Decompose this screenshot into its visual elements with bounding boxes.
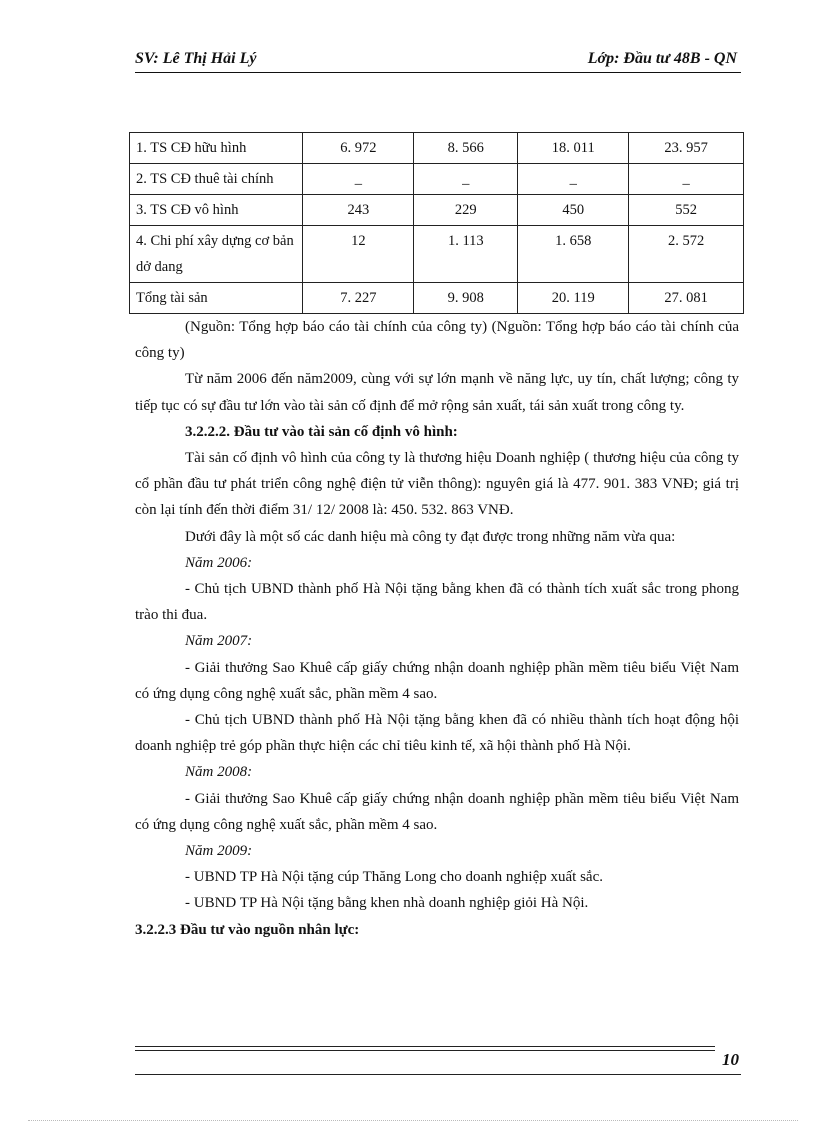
award-item: - UBND TP Hà Nội tặng bằng khen nhà doanh nghiệp giỏi Hà Nội. [185, 895, 589, 912]
table-cell: 12 [303, 226, 414, 283]
table-cell: 229 [414, 195, 518, 226]
footer-rule [135, 1046, 715, 1047]
table-row [130, 133, 744, 164]
row-label: 3. TS CĐ vô hình [130, 195, 303, 226]
row-label: 1. TS CĐ hữu hình [130, 133, 303, 164]
footer-rule [135, 1050, 715, 1051]
award-item: - Giải thưởng Sao Khuê cấp giấy chứng nhận doanh nghiệp phần mềm tiêu biểu Việt Nam có ứng dụng công nghệ xuất sắc, phần mềm 4 sao. [135, 659, 739, 702]
table-cell: 9. 908 [414, 283, 518, 314]
table-cell: 27. 081 [629, 283, 744, 314]
table-cell: _ [629, 164, 744, 195]
year-label: Năm 2009: [185, 843, 253, 860]
table-cell: 7. 227 [303, 283, 414, 314]
section-heading: 3.2.2.3 Đầu tư vào nguồn nhân lực: [135, 921, 360, 938]
award-item: - Chủ tịch UBND thành phố Hà Nội tặng bằng khen đã có nhiều thành tích hoạt động hội doanh nghiệp trẻ góp phần thực hiện các chỉ tiêu kinh tế, xã hội thành phố Hà Nội. [135, 712, 739, 755]
table-cell: _ [414, 164, 518, 195]
class-name: Lớp: Đầu tư 48B - QN [587, 50, 737, 67]
table-cell: 2. 572 [629, 226, 744, 283]
table-cell: _ [303, 164, 414, 195]
award-item: - Chủ tịch UBND thành phố Hà Nội tặng bằng khen đã có thành tích xuất sắc trong phong trào thi đua. [135, 581, 739, 624]
table-cell: 243 [303, 195, 414, 226]
header-rule [135, 72, 741, 73]
year-label: Năm 2006: [185, 554, 253, 571]
table-cell: 18. 011 [518, 133, 629, 164]
table-row [130, 164, 744, 195]
page-footer [135, 1046, 741, 1076]
table-row [130, 283, 744, 314]
award-item: - UBND TP Hà Nội tặng cúp Thăng Long cho doanh nghiệp xuất sắc. [185, 869, 603, 886]
table-cell: 1. 658 [518, 226, 629, 283]
awards-intro: Dưới đây là một số các danh hiệu mà công ty đạt được trong những năm vừa qua: [185, 528, 676, 545]
row-label: 4. Chi phí xây dựng cơ bản dở dang [130, 226, 303, 283]
page-edge-divider [28, 1120, 798, 1121]
table-cell: 8. 566 [414, 133, 518, 164]
year-label: Năm 2008: [185, 764, 253, 781]
row-label: Tổng tài sản [130, 283, 303, 314]
table-row [130, 226, 744, 283]
student-name: SV: Lê Thị Hải Lý [135, 50, 257, 67]
row-label: 2. TS CĐ thuê tài chính [130, 164, 303, 195]
brand-paragraph: Tài sản cố định vô hình của công ty là thương hiệu Doanh nghiệp ( thương hiệu của công ty cổ phần đầu tư phát triển công nghệ điện tử viễn thông): nguyên giá là 477. 901. 383 VNĐ; giá trị còn lại tính đến thời điểm 31/ 12/ 2008 là: 450. 532. 863 VNĐ. [135, 450, 739, 519]
award-item: - Giải thưởng Sao Khuê cấp giấy chứng nhận doanh nghiệp phần mềm tiêu biểu Việt Nam có ứng dụng công nghệ xuất sắc, phần mềm 4 sao. [135, 790, 739, 833]
table-cell: 20. 119 [518, 283, 629, 314]
table-cell: 6. 972 [303, 133, 414, 164]
year-label: Năm 2007: [185, 633, 253, 650]
source-note: (Nguồn: Tổng hợp báo cáo tài chính của công ty) (Nguồn: Tổng hợp báo cáo tài chính của công ty) [135, 319, 739, 362]
intro-paragraph: Từ năm 2006 đến năm2009, cùng với sự lớn mạnh về năng lực, uy tín, chất lượng; công ty tiếp tục có sự đầu tư lớn vào tài sản cố định để mở rộng sản xuất, tái sản xuất trong công ty. [135, 371, 739, 414]
section-heading: 3.2.2.2. Đầu tư vào tài sản cố định vô hình: [185, 423, 458, 440]
document-body [135, 314, 739, 943]
table-row [130, 195, 744, 226]
table-cell: _ [518, 164, 629, 195]
footer-rule [135, 1074, 741, 1075]
table-cell: 1. 113 [414, 226, 518, 283]
table-cell: 552 [629, 195, 744, 226]
fixed-assets-table [129, 132, 744, 314]
page-header [135, 48, 741, 74]
page-number: 10 [722, 1050, 739, 1069]
table-cell: 450 [518, 195, 629, 226]
table-cell: 23. 957 [629, 133, 744, 164]
